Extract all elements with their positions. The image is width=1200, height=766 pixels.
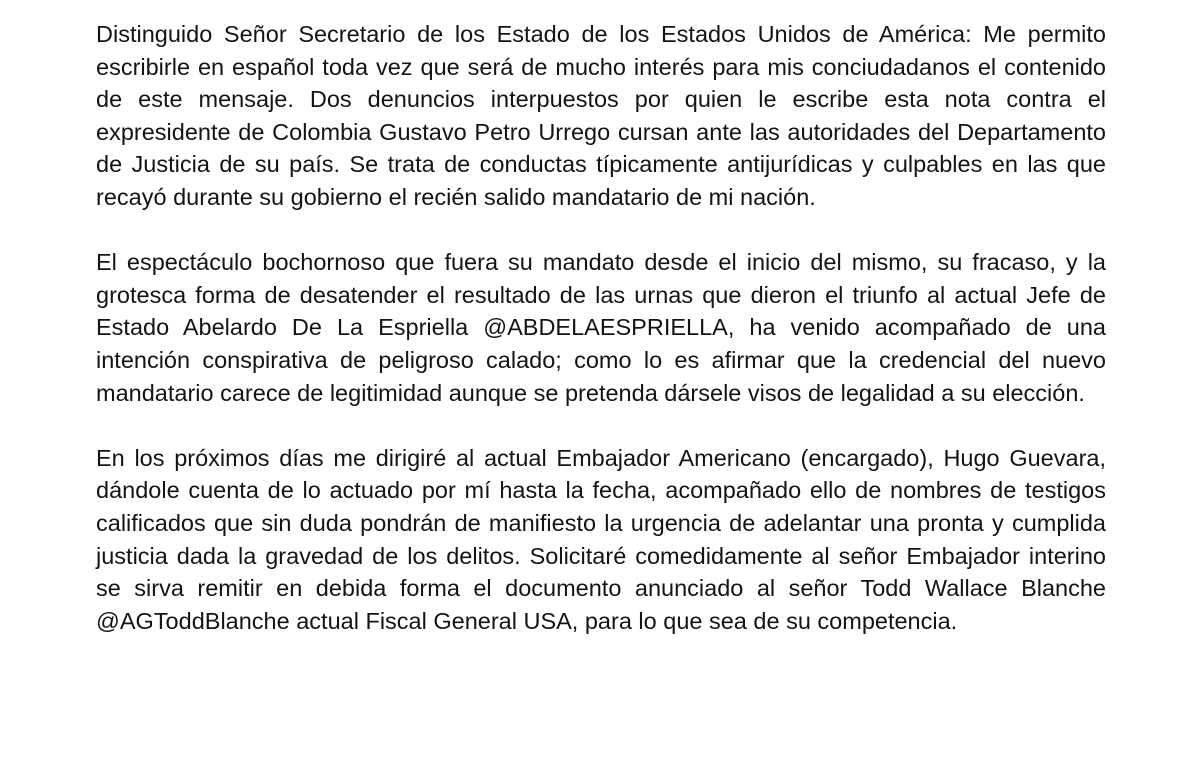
letter-body xyxy=(96,18,1106,670)
letter-paragraph-3: En los próximos días me dirigiré al actual Embajador Americano (encargado), Hugo Guevara, dándole cuenta de lo actuado por mí hasta la fecha, acompañado ello de nombres de testigos calificados que sin duda pondrán de manifiesto la urgencia de adelantar una pronta y cumplida justicia dada la gravedad de los delitos. Solicitaré comedidamente al señor Embajador interino se sirva remitir en debida forma el documento anunciado al señor Todd Wallace Blanche @AGToddBlanche actual Fiscal General USA, para lo que sea de su competencia. xyxy=(96,444,1106,634)
letter-paragraph-1: Distinguido Señor Secretario de los Estado de los Estados Unidos de América: Me permito escribirle en español toda vez que será de mucho interés para mis conciudadanos el contenido de este mensaje. Dos denuncios interpuestos por quien le escribe esta nota contra el expresidente de Colombia Gustavo Petro Urrego cursan ante las autoridades del Departamento de Justicia de su país. Se trata de conductas típicamente antijurídicas y culpables en las que recayó durante su gobierno el recién salido mandatario de mi nación. xyxy=(96,21,1106,210)
letter-paragraph-2: El espectáculo bochornoso que fuera su mandato desde el inicio del mismo, su fracaso, y la grotesca forma de desatender el resultado de las urnas que dieron el triunfo al actual Jefe de Estado Abelardo De La Espriella @ABDELAESPRIELLA, ha venido acompañado de una intención conspirativa de peligroso calado; como lo es afirmar que la credencial del nuevo mandatario carece de legitimidad aunque se pretenda dársele visos de legalidad a su elección. xyxy=(96,249,1106,406)
